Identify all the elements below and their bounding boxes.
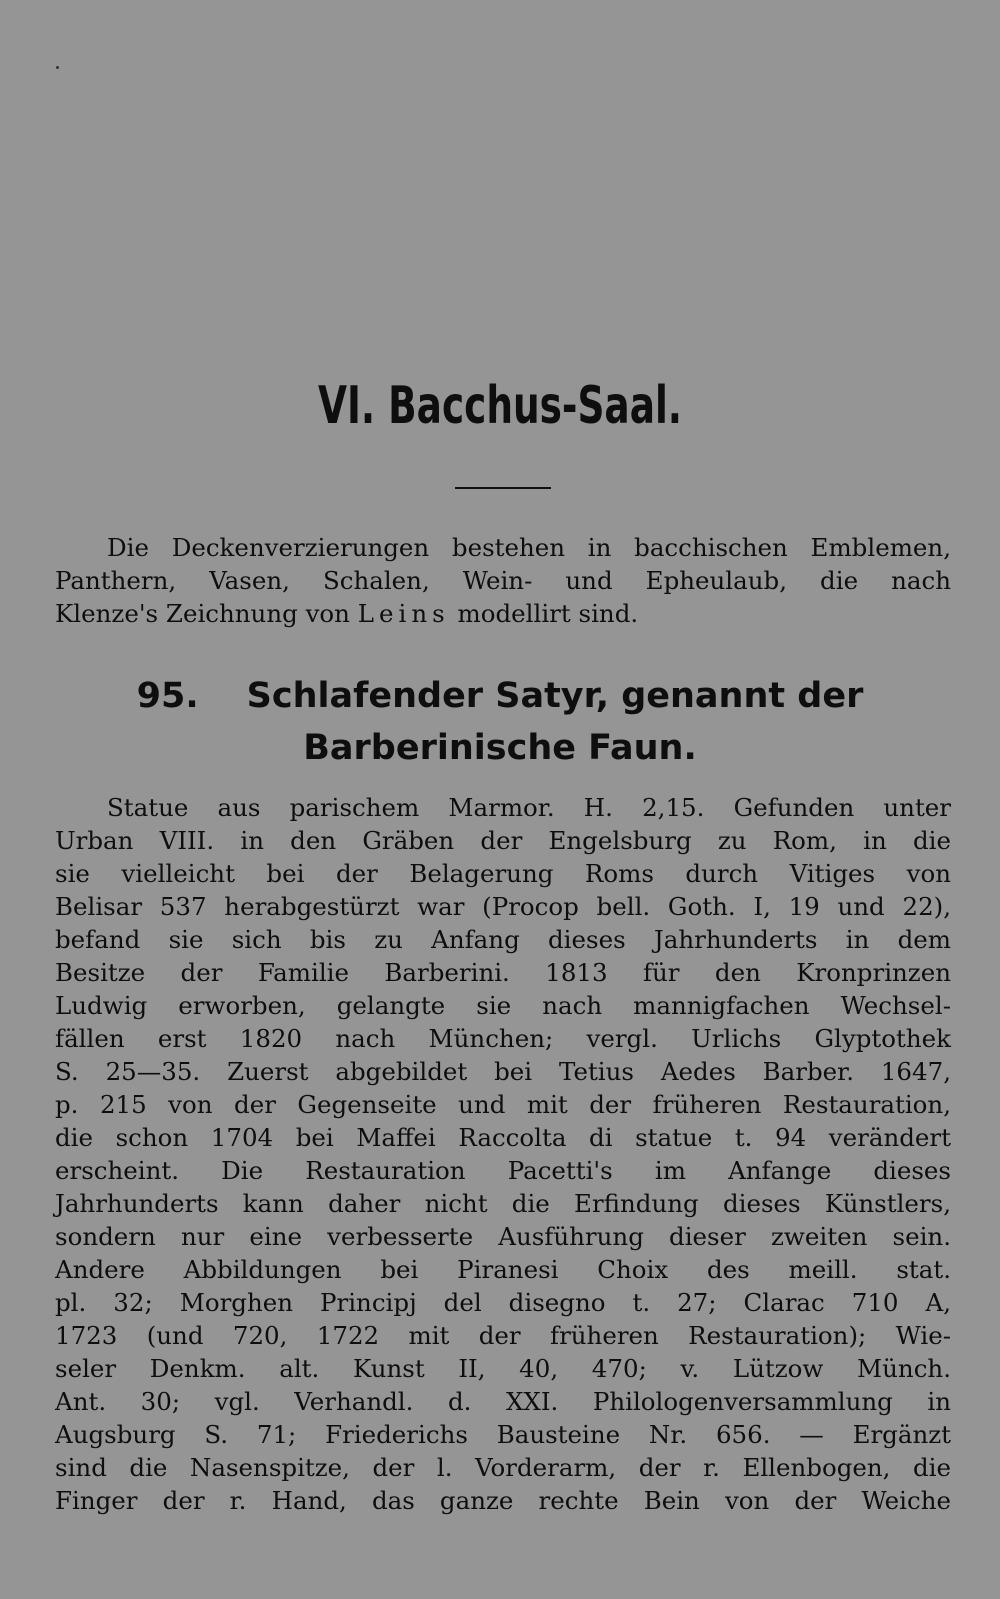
entry-line: 1723 (und 720, 1722 mit der früheren Restauration); Wie- <box>55 1321 951 1350</box>
entry-number: 95. <box>136 676 199 716</box>
entry-line: Urban VIII. in den Gräben der Engelsburg zu Rom, in die <box>55 826 951 855</box>
entry-heading-line-1 <box>0 670 1000 722</box>
intro-line-3-after: modellirt sind. <box>449 599 639 628</box>
entry-line: Andere Abbildungen bei Piranesi Choix des meill. stat. <box>55 1255 951 1284</box>
entry-line: fällen erst 1820 nach München; vergl. Urlichs Glyptothek <box>55 1024 951 1053</box>
entry-line: Augsburg S. 71; Friederichs Bausteine Nr. 656. — Ergänzt <box>55 1420 951 1449</box>
entry-line: Belisar 537 herabgestürzt war (Procop bell. Goth. I, 19 und 22), <box>55 892 951 921</box>
intro-paragraph <box>55 531 951 630</box>
intro-line-2: Panthern, Vasen, Schalen, Wein- und Epheulaub, die nach <box>55 566 951 595</box>
entry-paragraph <box>55 791 951 1517</box>
sculptor-name: Leins <box>357 599 450 628</box>
entry-line: S. 25—35. Zuerst abgebildet bei Tetius Aedes Barber. 1647, <box>55 1057 951 1086</box>
entry-line: sondern nur eine verbesserte Ausführung dieser zweiten sein. <box>55 1222 951 1251</box>
entry-line: sie vielleicht bei der Belagerung Roms durch Vitiges von <box>55 859 951 888</box>
title-rule <box>455 487 551 489</box>
entry-line: Ludwig erworben, gelangte sie nach mannigfachen Wechsel- <box>55 991 951 1020</box>
entry-line: die schon 1704 bei Maffei Raccolta di statue t. 94 verändert <box>55 1123 951 1152</box>
entry-title-2: Barberinische Faun. <box>303 728 697 768</box>
entry-line: p. 215 von der Gegenseite und mit der früheren Restauration, <box>55 1090 951 1119</box>
entry-title-1: Schlafender Satyr, genannt der <box>246 676 864 716</box>
entry-line: Besitze der Familie Barberini. 1813 für den Kronprinzen <box>55 958 951 987</box>
entry-line: erscheint. Die Restauration Pacetti's im Anfange dieses <box>55 1156 951 1185</box>
intro-line-3 <box>55 597 951 630</box>
entry-line: Finger der r. Hand, das ganze rechte Bein von der Weiche <box>55 1486 951 1515</box>
entry-line: Statue aus parischem Marmor. H. 2,15. Gefunden unter <box>107 793 951 822</box>
entry-line: seler Denkm. alt. Kunst II, 40, 470; v. Lützow Münch. <box>55 1354 951 1383</box>
entry-line: sind die Nasenspitze, der l. Vorderarm, der r. Ellenbogen, die <box>55 1453 951 1482</box>
entry-line: Ant. 30; vgl. Verhandl. d. XXI. Philologenversammlung in <box>55 1387 951 1416</box>
entry-heading-line-2 <box>0 722 1000 774</box>
entry-line: befand sie sich bis zu Anfang dieses Jahrhunderts in dem <box>55 925 951 954</box>
intro-line-3-before: Klenze's Zeichnung von <box>55 599 358 628</box>
entry-line: pl. 32; Morghen Principj del disegno t. 27; Clarac 710 A, <box>55 1288 951 1317</box>
intro-line-1: Die Deckenverzierungen bestehen in bacchischen Emblemen, <box>107 533 951 562</box>
chapter-title: VI. Bacchus-Saal. <box>317 376 683 436</box>
ink-speck <box>56 66 59 69</box>
entry-line: Jahrhunderts kann daher nicht die Erfindung dieses Künstlers, <box>55 1189 951 1218</box>
